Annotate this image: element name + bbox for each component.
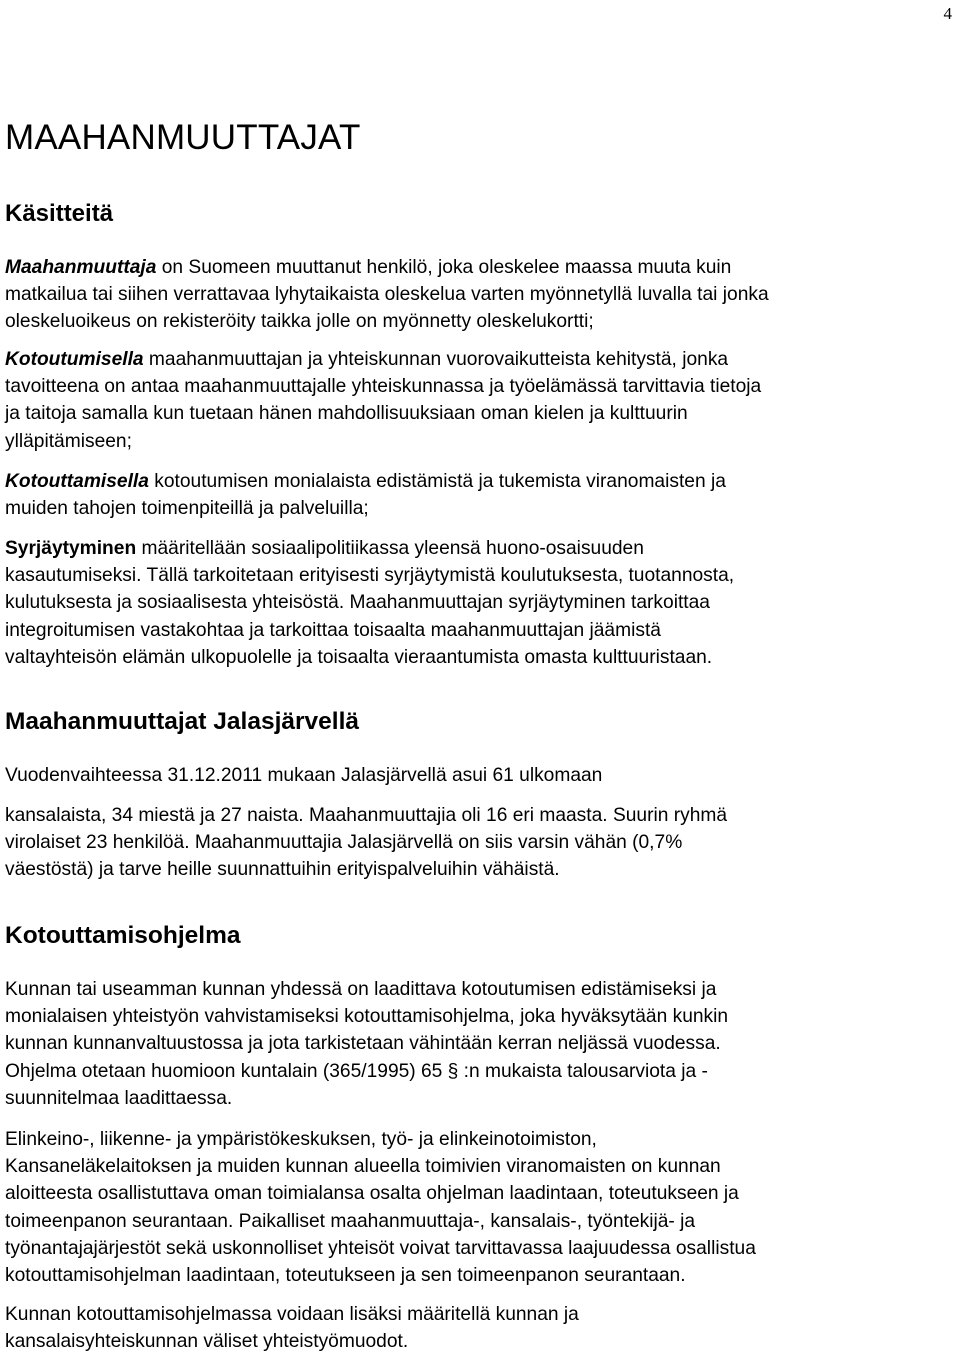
definition-kotouttaminen [5,468,957,522]
text-line: kotouttamisohjelman laadintaan, toteutukseen ja sen toimeenpanon seurantaan. [5,1264,686,1286]
text-line: ylläpitämiseen; [5,430,132,452]
text-line: tavoitteena on antaa maahanmuuttajalle yhteiskunnassa ja työelämässä tarvittavia tietoja [5,376,762,398]
term: Kotouttamisella [5,471,149,492]
text-line: kasautumiseksi. Tällä tarkoitetaan erityisesti syrjäytymistä koulutuksesta, tuotannosta, [5,565,735,587]
text: on Suomeen muuttanut henkilö, joka oleskelee maassa muuta kuin [156,257,732,278]
definition-maahanmuuttaja [5,254,957,336]
text-line: oleskeluoikeus on rekisteröity taikka jolle on myönnetty oleskelukortti; [5,311,594,333]
text-line: Kansaneläkelaitoksen ja muiden kunnan alueella toimivien viranomaisten on kunnan [5,1156,721,1178]
page-title: MAAHANMUUTTAJAT [5,118,361,157]
text-line: Elinkeino-, liikenne- ja ympäristökeskuksen, työ- ja elinkeinotoimiston, [5,1129,597,1150]
page-number: 4 [943,4,952,23]
text-line: virolaiset 23 henkilöä. Maahanmuuttajia Jalasjärvellä on siis varsin vähän (0,7% [5,832,683,854]
text-line: integroitumisen vastakohtaa ja tarkoittaa toisaalta maahanmuuttajan jäämistä [5,619,661,641]
text: kotoutumisen monialaista edistämistä ja tukemista viranomaisten ja [148,471,726,492]
text-line: ja taitoja samalla kun tuetaan hänen mahdollisuuksiaan oman kielen ja kulttuurin [5,403,688,425]
text-line: muiden tahojen toimenpiteillä ja palveluilla; [5,498,369,520]
text-line: matkailua tai siihen verrattavaa lyhytaikaista oleskelua varten myönnetyllä luvalla tai jonka [5,284,769,306]
text-line: Ohjelma otetaan huomioon kuntalain (365/1995) 65 § :n mukaista talousarviota ja - [5,1060,708,1082]
text-line [5,468,957,495]
text: maahanmuuttajan ja yhteiskunnan vuorovaikutteista kehitystä, jonka [143,349,729,370]
term: Maahanmuuttaja [5,257,157,278]
text: määritellään sosiaalipolitiikassa yleensä huono-osaisuuden [136,538,644,559]
text-line: työnantajajärjestöt sekä uskonnolliset yhteisöt voivat tarvittavassa laajuudessa osallistua [5,1237,756,1259]
program-paragraph-1 [5,976,957,1112]
jalasjarvi-paragraph [5,802,957,884]
term: Syrjäytyminen [5,538,137,559]
text-line: aloitteesta osallistuttava oman toimialansa osalta ohjelman laadintaan, toteutukseen ja [5,1183,739,1205]
text-line: kulutuksesta ja sosiaalisesta yhteisöstä. Maahanmuuttajan syrjäytyminen tarkoittaa [5,592,710,614]
text-line [5,254,957,281]
text-line: Kunnan kotouttamisohjelmassa voidaan lisäksi määritellä kunnan ja [5,1304,579,1325]
text-line: väestöstä) ja tarve heille suunnattuihin erityispalveluihin vähäistä. [5,859,560,881]
text-line [5,535,957,562]
text-line: Kunnan tai useamman kunnan yhdessä on laadittava kotoutumisen edistämiseksi ja [5,979,717,1000]
text-line [5,346,957,373]
text-line: toimeenpanon seurantaan. Paikalliset maahanmuuttaja-, kansalais-, työntekijä- ja [5,1210,696,1232]
definition-kotoutuminen [5,346,957,455]
text-line: Vuodenvaihteessa 31.12.2011 mukaan Jalasjärvellä asui 61 ulkomaan [5,765,603,786]
text-line: suunnitelmaa laadittaessa. [5,1087,233,1109]
program-paragraph-3 [5,1301,957,1355]
definition-syrjaytyminen [5,535,957,671]
section-heading-concepts: Käsitteitä [5,200,114,227]
text-line: valtayhteisön elämän ulkopuolelle ja toisaalta vieraantumista omasta kulttuuristaan. [5,646,713,668]
jalasjarvi-first-line [5,762,957,789]
program-paragraph-2 [5,1126,957,1289]
term: Kotoutumisella [5,349,144,370]
section-heading-jalasjarvi: Maahanmuuttajat Jalasjärvellä [5,708,360,735]
text-line: kunnan kunnanvaltuustossa ja jota tarkistetaan vähintään kerran neljässä vuodessa. [5,1033,721,1055]
text-line: monialaisen yhteistyön vahvistamiseksi kotouttamisohjelma, joka hyväksytään kunkin [5,1006,729,1028]
text-line: kansalaista, 34 miestä ja 27 naista. Maahanmuuttajia oli 16 eri maasta. Suurin ryhmä [5,805,728,826]
text-line: kansalaisyhteiskunnan väliset yhteistyömuodot. [5,1331,409,1353]
section-heading-program: Kotouttamisohjelma [5,922,241,949]
